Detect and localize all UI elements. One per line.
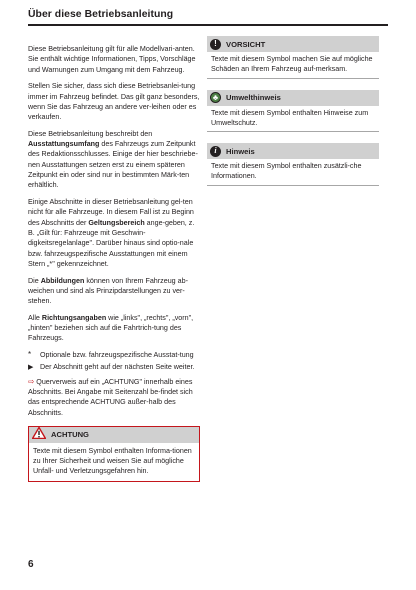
tree-leaf-icon: ♣	[210, 92, 221, 103]
paragraph-keep-in-vehicle: Stellen Sie sicher, dass sich diese Betriebsanlei-tung immer im Fahrzeug befindet. Das gilt ganz besonders, wenn Sie das Fahrzeug an andere ver-leihen oder es verkaufen.	[28, 82, 200, 122]
vorsicht-text: Texte mit diesem Symbol machen Sie auf mögliche Schäden an Ihrem Fahrzeug auf-merksam.	[211, 55, 373, 74]
paragraph-equipment-scope: Diese Betriebsanleitung beschreibt den Ausstattungsumfang des Fahrzeugs zum Zeitpunkt des Redaktionsschlusses. Einige der hier beschriebe-nen Ausstattungen setzen erst zu einem späteren Zeitpunkt ein oder sind nur in bestimmten Märk-ten erhältlich.	[28, 129, 198, 190]
paragraph-illustrations: Die Abbildungen können von Ihrem Fahrzeug ab-weichen und sind als Prinzipdarstellungen zu ver-stehen.	[28, 276, 188, 306]
page-title: Über diese Betriebsanleitung	[28, 9, 174, 20]
paragraph-validity: Einige Abschnitte in dieser Betriebsanleitung gel-ten nicht für alle Fahrzeuge. In diesem Fall ist zu Beginn des Abschnitts der Geltungsbereich ange-geben, z. B. „Gilt für: Fahrzeuge mit Geschwin-digkeitsregelanlage". Darüber hinaus sind optio-nale bzw. fahrzeugspezifische Ausstattungen mit einem Stern „*" gekennzeichnet.	[28, 198, 195, 268]
triangle-right-icon: ▶	[28, 363, 34, 372]
header-divider	[28, 24, 388, 26]
list-item-continued: ▶ Der Abschnitt geht auf der nächsten Seite weiter.	[28, 363, 195, 372]
achtung-box	[28, 426, 200, 482]
vorsicht-title: VORSICHT	[226, 39, 266, 49]
achtung-title: ACHTUNG	[51, 430, 89, 440]
umwelt-title: Umwelthinweis	[226, 93, 281, 103]
paragraph-cross-reference: ⇨ Querverweis auf ein „ACHTUNG" innerhalb eines Abschnitts. Bei Angabe mit Seitenzahl be-findet sich das entsprechende ACHTUNG außer-halb des Abschnitts.	[28, 376, 193, 417]
paragraph-directions: Alle Richtungsangaben wie „links", „rechts", „vorn", „hinten" beziehen sich auf die Fahrtrich-tung des Fahrzeugs.	[28, 313, 194, 343]
warning-triangle-icon	[32, 426, 46, 444]
vorsicht-box	[207, 36, 379, 79]
achtung-text: Texte mit diesem Symbol enthalten Informa-tionen zu Ihrer Sicherheit und weisen Sie auf mögliche Unfall- und Verletzungsgefahren hin.	[33, 446, 192, 476]
page-number: 6	[28, 559, 34, 570]
hinweis-text: Texte mit diesem Symbol enthalten zusätzli-che Informationen.	[211, 162, 362, 181]
list-item-optional: * Optionale bzw. fahrzeugspezifische Ausstat-tung	[28, 350, 194, 360]
star-icon: *	[28, 350, 32, 360]
umwelt-text: Texte mit diesem Symbol enthalten Hinweise zum Umweltschutz.	[211, 108, 369, 127]
vorsicht-header	[207, 36, 379, 52]
right-column	[207, 36, 379, 197]
info-circle-icon: i	[210, 146, 221, 157]
left-column	[28, 44, 200, 493]
hinweis-header	[207, 143, 379, 159]
achtung-header	[29, 427, 199, 443]
paragraph-intro: Diese Betriebsanleitung gilt für alle Modellvari-anten. Sie enthält wichtige Informationen, Tipps, Vorschläge und Warnungen zum Umgang mit dem Fahrzeug.	[28, 45, 196, 74]
umwelt-box	[207, 90, 379, 133]
arrow-warning-icon: ⇨	[28, 376, 35, 386]
hinweis-title: Hinweis	[226, 146, 255, 156]
page-header	[28, 9, 388, 26]
umwelt-header	[207, 90, 379, 106]
exclamation-circle-icon: !	[210, 39, 221, 50]
hinweis-box	[207, 143, 379, 186]
